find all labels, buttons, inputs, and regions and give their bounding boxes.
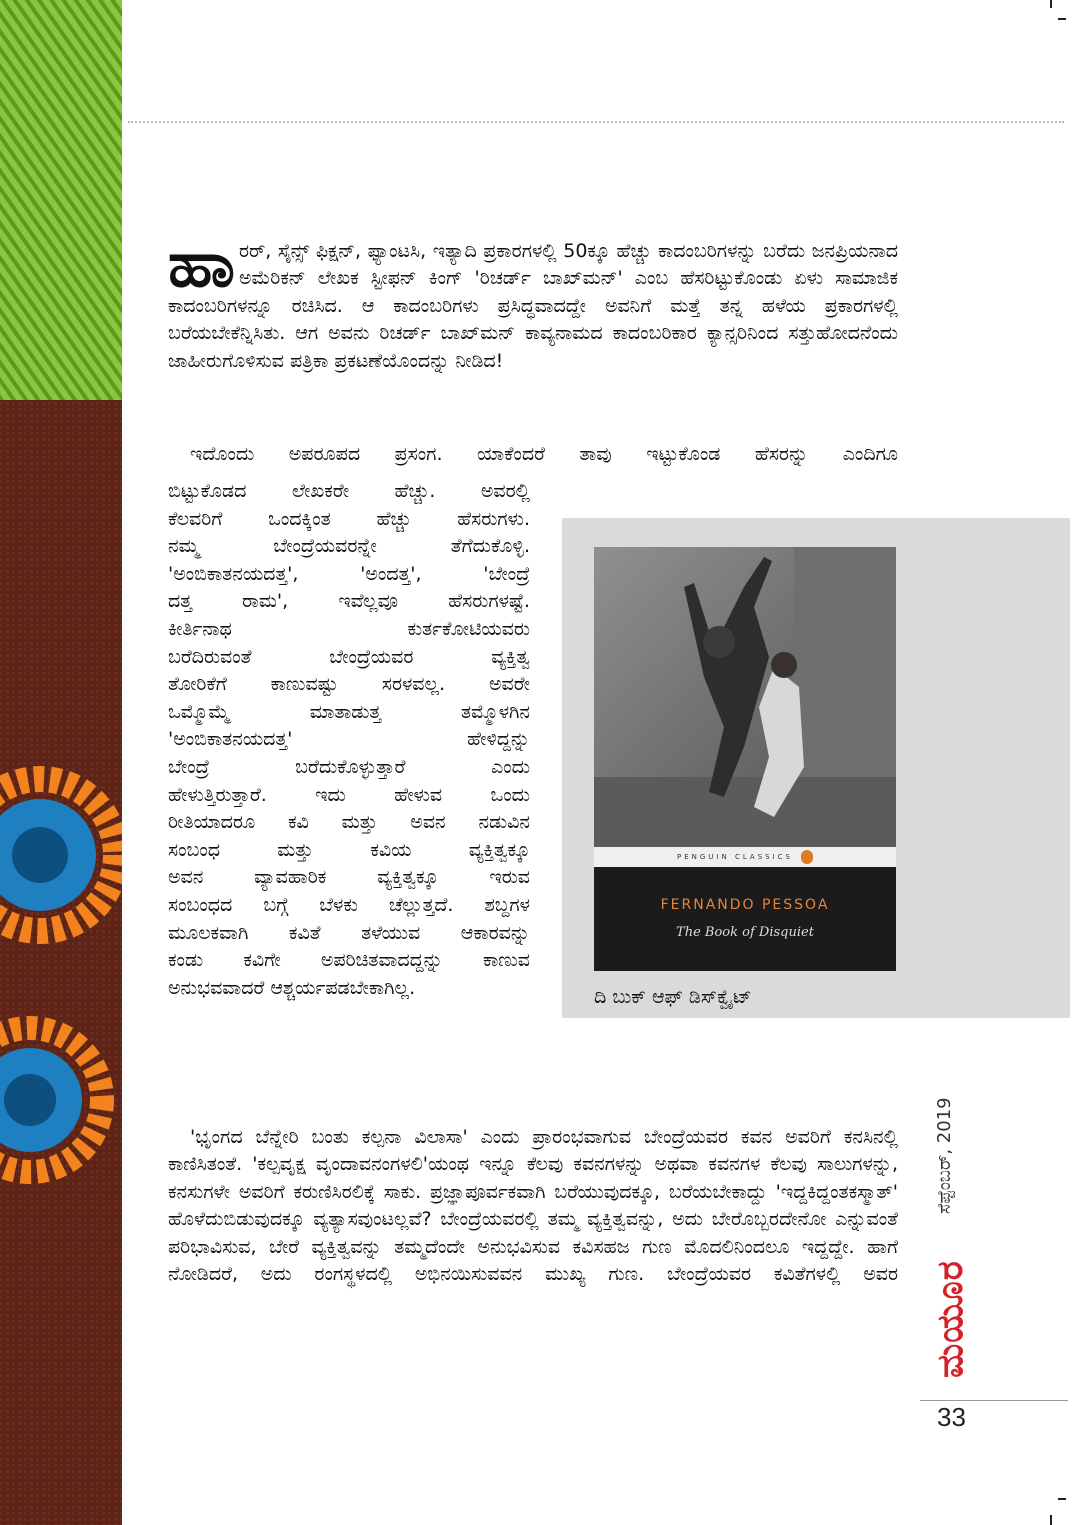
column-line: ಬರೆದಿರುವಂತೆ ಬೇಂದ್ರೆಯವರ ವ್ಯಕ್ತಿತ್ವ bbox=[168, 645, 530, 668]
column-line: ನಮ್ಮ ಬೇಂದ್ರೆಯವರನ್ನೇ ತೆಗೆದುಕೊಳ್ಳಿ. bbox=[168, 535, 530, 558]
figure-caption: ದಿ ಬುಕ್ ಆಫ್ ಡಿಸ್‌ಕ್ವೈಟ್ bbox=[594, 986, 752, 1008]
column-line: ಕೀರ್ತಿನಾಥ ಕುರ್ತಕೋಟಿಯವರು bbox=[168, 617, 530, 640]
column-line: ದತ್ತ ರಾಮ', ಇವೆಲ್ಲವೂ ಹೆಸರುಗಳಷ್ಟೆ. bbox=[168, 590, 530, 613]
drop-cap: ಹಾ bbox=[168, 228, 233, 302]
crop-mark bbox=[1050, 0, 1052, 8]
page-number: 33 bbox=[937, 1402, 966, 1432]
column-line: ಹೇಳುತ್ತಿರುತ್ತಾರೆ. ಇದು ಹೇಳುವ ಒಂದು bbox=[168, 783, 530, 806]
column-line: ರೀತಿಯಾದರೂ ಕವಿ ಮತ್ತು ಅವನ ನಡುವಿನ bbox=[168, 811, 530, 834]
penguin-logo-icon bbox=[801, 850, 813, 864]
column-line: ಅವನ ವ್ಯಾವಹಾರಿಕ ವ್ಯಕ್ತಿತ್ವಕ್ಕೂ ಇರುವ bbox=[168, 866, 530, 889]
decorative-side-strip bbox=[0, 0, 122, 1525]
column-line: 'ಅಂಬಿಕಾತನಯದತ್ತ', 'ಅಂದತ್ತ', 'ಬೇಂದ್ರೆ bbox=[168, 562, 530, 585]
article-paragraph-3 bbox=[168, 1124, 898, 1288]
dotted-rule bbox=[128, 121, 1064, 123]
cover-series-band bbox=[594, 847, 896, 867]
cover-title: The Book of Disquiet bbox=[676, 925, 814, 940]
column-line: ಸಂಬಂಧದ ಬಗ್ಗೆ ಬೆಳಕು ಚೆಲ್ಲುತ್ತದೆ. ಶಬ್ದಗಳ bbox=[168, 893, 530, 916]
article-column bbox=[168, 478, 530, 1002]
paragraph-3-text: 'ಭೃಂಗದ ಬೆನ್ನೇರಿ ಬಂತು ಕಲ್ಪನಾ ವಿಲಾಸಾ' ಎಂದು ಪ್ರಾರಂಭವಾಗುವ ಬೇಂದ್ರೆಯವರ ಕವನ ಅವರಿಗೆ ಕನಸಿನಲ್ಲಿ ಕಾಣಿಸಿತಂತೆ. 'ಕಲ್ಪವೃಕ್ಷ ವೃಂದಾವನಂಗಳಲಿ'ಯಂಥ ಇನ್ನೂ ಕೆಲವು ಕವನಗಳನ್ನು ಅಥವಾ ಕವನಗಳ ಕೆಲವು ಸಾಲುಗಳನ್ನು, ಕನಸುಗಳೇ ಅವರಿಗೆ ಕರುಣಿಸಿರಲಿಕ್ಕೆ ಸಾಕು. ಪ್ರಜ್ಞಾಪೂರ್ವಕವಾಗಿ ಬರೆಯುವುದಕ್ಕೂ, ಬರೆಯಬೇಕಾದ್ದು 'ಇದ್ದಕಿದ್ದಂತಕಸ್ಮಾತ್' ಹೊಳೆದುಬಿಡುವುದಕ್ಕೂ ವ್ಯತ್ಯಾಸವುಂಟಲ್ಲವೆ? ಬೇಂದ್ರೆಯವರಲ್ಲಿ ತಮ್ಮ ವ್ಯಕ್ತಿತ್ವವನ್ನು, ಅದು ಬೇರೊಬ್ಬರದೇನೋ ಎನ್ನುವಂತೆ ಪರಿಭಾವಿಸುವ, ಬೇರೆ ವ್ಯಕ್ತಿತ್ವವನ್ನು ತಮ್ಮದೆಂದೇ ಅನುಭವಿಸುವ ಕವಿಸಹಜ ಗುಣ ಮೊದಲಿನಿಂದಲೂ ಇದ್ದದ್ದೇ. ಹಾಗೆ ನೋಡಿದರೆ, ಅದು ರಂಗಸ್ಥಳದಲ್ಲಿ ಅಭಿನಯಿಸುವವನ ಮುಖ್ಯ ಗುಣ. ಬೇಂದ್ರೆಯವರ ಕವಿತೆಗಳಲ್ಲಿ ಅವರ bbox=[168, 1126, 898, 1286]
column-line: ಮೂಲಕವಾಗಿ ಕವಿತೆ ತಳೆಯುವ ಆಕಾರವನ್ನು bbox=[168, 921, 530, 944]
crop-mark bbox=[1050, 1515, 1052, 1525]
crop-mark bbox=[1058, 18, 1066, 20]
column-line: 'ಅಂಬಿಕಾತನಯದತ್ತ' ಹೇಳಿದ್ದನ್ನು bbox=[168, 728, 530, 751]
column-line: ಕಂಡು ಕವಿಗೇ ಅಪರಿಚಿತವಾದದ್ದನ್ನು ಕಾಣುವ bbox=[168, 949, 530, 972]
crop-mark bbox=[1058, 1498, 1066, 1500]
column-line: ಸಂಬಂಧ ಮತ್ತು ಕವಿಯ ವ್ಯಕ್ತಿತ್ವಕ್ಕೂ bbox=[168, 838, 530, 861]
column-line: ಕೆಲವರಿಗೆ ಒಂದಕ್ಕಿಂತ ಹೆಚ್ಚು ಹೆಸರುಗಳು. bbox=[168, 507, 530, 530]
cover-photo bbox=[594, 547, 896, 847]
cover-series-label: PENGUIN CLASSICS bbox=[677, 853, 793, 861]
column-line: ಅನುಭವವಾದರೆ ಆಶ್ಚರ್ಯಪಡಬೇಕಾಗಿಲ್ಲ. bbox=[168, 976, 416, 999]
page-number-rule bbox=[920, 1400, 1068, 1401]
magazine-logo: ಮಯೂರ bbox=[930, 1260, 971, 1378]
column-line: ತೋರಿಕೆಗೆ ಕಾಣುವಷ್ಟು ಸರಳವಲ್ಲ. ಅವರೇ bbox=[168, 673, 530, 696]
book-cover-image bbox=[594, 547, 896, 971]
issue-date: ಸೆಪ್ಟೆಂಬರ್, 2019 bbox=[934, 1097, 955, 1214]
column-line: ಒಮ್ಮೊಮ್ಮೆ ಮಾತಾಡುತ್ತ ತಮ್ಮೊಳಗಿನ bbox=[168, 700, 530, 723]
column-line: ಬಿಟ್ಟುಕೊಡದ ಲೇಖಕರೇ ಹೆಚ್ಚು. ಅವರಲ್ಲಿ bbox=[168, 480, 530, 502]
paragraph-2-line: ಇದೊಂದು ಅಪರೂಪದ ಪ್ರಸಂಗ. ಯಾಕೆಂದರೆ ತಾವು ಇಟ್ಟುಕೊಂಡ ಹೆಸರನ್ನು ಎಂದಿಗೂ bbox=[190, 443, 898, 465]
intro-paragraph: ರರ್, ಸೈನ್ಸ್ ಫಿಕ್ಷನ್, ಫ್ಯಾಂಟಸಿ, ಇತ್ಯಾದಿ ಪ್ರಕಾರಗಳಲ್ಲಿ 50ಕ್ಕೂ ಹೆಚ್ಚು ಕಾದಂಬರಿಗಳನ್ನು ಬರೆದು ಜನಪ್ರಿಯನಾದ ಅಮೆರಿಕನ್ ಲೇಖಕ ಸ್ಟೀಫನ್ ಕಿಂಗ್ 'ರಿಚರ್ಡ್ ಬಾಖ್‌ಮನ್' ಎಂಬ ಹೆಸರಿಟ್ಟುಕೊಂಡು ಏಳು ಸಾಮಾಜಿಕ ಕಾದಂಬರಿಗಳನ್ನೂ ರಚಿಸಿದ. ಆ ಕಾದಂಬರಿಗಳು ಪ್ರಸಿದ್ಧವಾದದ್ದೇ ಅವನಿಗೆ ಮತ್ತೆ ತನ್ನ ಹಳೆಯ ಪ್ರಕಾರಗಳಲ್ಲಿ ಬರೆಯಬೇಕೆನ್ನಿಸಿತು. ಆಗ ಅವನು ರಿಚರ್ಡ್ ಬಾಖ್‌ಮನ್ ಕಾವ್ಯನಾಮದ ಕಾದಂಬರಿಕಾರ ಕ್ಯಾನ್ಸರಿನಿಂದ ಸತ್ತುಹೋದನೆಂದು ಜಾಹೀರುಗೊಳಿಸುವ ಪತ್ರಿಕಾ ಪ್ರಕಟಣೆಯೊಂದನ್ನು ನೀಡಿದ! bbox=[168, 240, 898, 372]
column-line: ಬೇಂದ್ರೆ ಬರೆದುಕೊಳ್ಳುತ್ತಾರೆ ಎಂದು bbox=[168, 755, 530, 778]
article-paragraph-2 bbox=[168, 441, 898, 468]
cover-author: FERNANDO PESSOA bbox=[660, 897, 830, 913]
article-intro bbox=[168, 228, 898, 375]
